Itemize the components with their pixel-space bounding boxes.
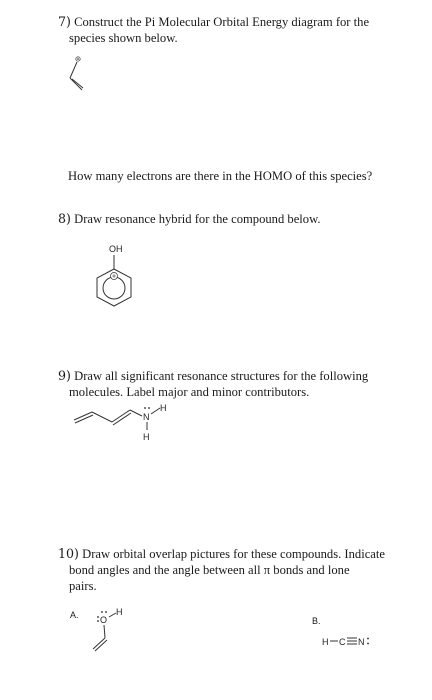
question-10-line2: bond angles and the angle between all π bonds and lone [69, 563, 350, 577]
enol-hydrogen-label: H [116, 607, 123, 617]
question-9 [58, 368, 418, 400]
question-9-line1: Draw all significant resonance structures for the following [74, 369, 369, 383]
question-7-number: 7) [58, 14, 71, 29]
enol-structure [88, 605, 138, 660]
part-a-label: A. [70, 610, 79, 620]
hydrogen-label-bottom: H [143, 432, 150, 442]
hydrogen-label-right: H [160, 403, 167, 413]
question-8-number: 8) [58, 211, 71, 226]
part-b-label: B. [312, 616, 321, 626]
hcn-nitrogen: N [358, 637, 365, 647]
question-7-line1: Construct the Pi Molecular Orbital Energy diagram for the [74, 15, 370, 29]
question-10 [58, 546, 428, 594]
hcn-structure [322, 632, 382, 652]
oh-label: OH [109, 244, 123, 254]
question-10-line1: Draw orbital overlap pictures for these compounds. Indicate [82, 547, 385, 561]
question-7-line2: species shown below. [69, 31, 178, 45]
question-8-text: Draw resonance hybrid for the compound below. [74, 212, 321, 226]
phenol-cation-structure [84, 242, 144, 317]
nitrogen-label: N [143, 412, 150, 422]
question-9-line2: molecules. Label major and minor contributors. [69, 385, 310, 399]
allyl-cation-structure [62, 52, 102, 102]
question-10-number: 10) [58, 546, 79, 561]
hcn-carbon: C [339, 637, 346, 647]
oxygen-label: O [100, 615, 108, 625]
question-9-number: 9) [58, 368, 71, 383]
question-7 [58, 14, 418, 46]
question-10-line3: pairs. [69, 579, 97, 593]
question-7-homo-question: How many electrons are there in the HOMO of this species? [68, 169, 373, 183]
question-8 [58, 211, 321, 227]
hcn-hydrogen: H [322, 637, 329, 647]
allyl-amine-structure [72, 400, 182, 450]
